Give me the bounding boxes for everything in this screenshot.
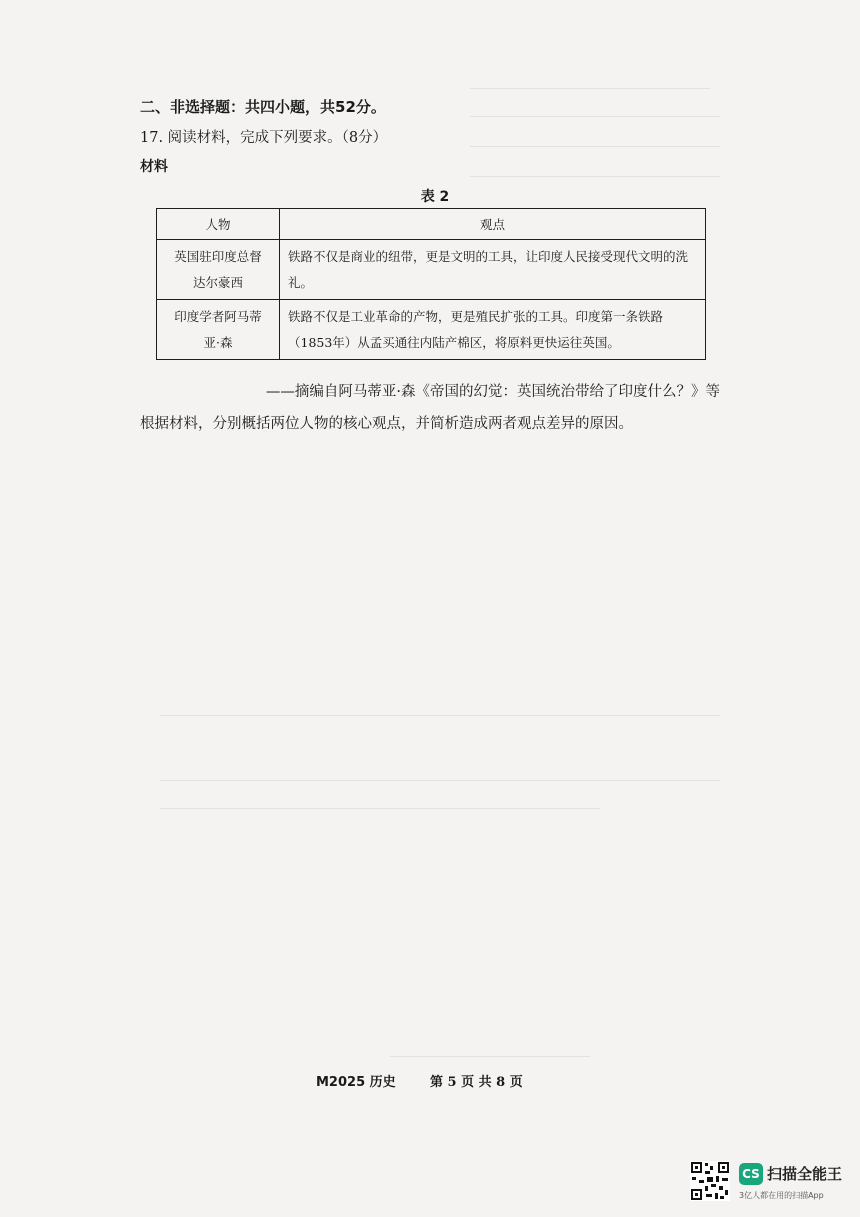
bleed-through-line [470,176,720,177]
bleed-through-line [390,1056,590,1057]
bleed-through-line [470,146,720,147]
material-label: 材料 [140,159,168,175]
task-instruction: 根据材料，分别概括两位人物的核心观点，并简析造成两者观点差异的原因。 [140,416,633,432]
footer-page-number: 第 5 页 共 8 页 [430,1075,523,1090]
source-citation: ——摘编自阿马蒂亚·森《帝国的幻觉：英国统治带给了印度什么？》等 [265,384,720,400]
viewpoint-cell: 铁路不仅是工业革命的产物，更是殖民扩张的工具。印度第一条铁路（1853年）从孟买通往内陆产棉区，将原料更快运往英国。 [280,300,706,360]
qr-code-icon [690,1161,730,1201]
footer-exam-code: M2025 历史 [316,1075,396,1090]
section-heading: 二、非选择题：共四小题，共52分。 [140,98,386,116]
table-row [157,240,706,300]
table-header-row [157,209,706,240]
table-row [157,300,706,360]
person-name-line: 印度学者阿马蒂 [174,308,262,324]
watermark-tagline: 3亿人都在用的扫描App [739,1191,824,1200]
header-person: 人物 [157,209,280,240]
table-caption: 表 2 [420,189,450,205]
person-cell [157,240,280,300]
question-text: 阅读材料，完成下列要求。（8分） [167,130,388,146]
person-cell [157,300,280,360]
person-name-line: 达尔豪西 [192,274,243,290]
bleed-through-line [470,88,710,89]
person-name-line: 亚·森 [203,334,233,350]
bleed-through-line [160,715,720,716]
header-viewpoint: 观点 [280,209,706,240]
bleed-through-line [470,116,720,117]
person-name-line: 英国驻印度总督 [174,248,262,264]
bleed-through-line [160,808,600,809]
bleed-through-line [160,780,720,781]
watermark-app-name: 扫描全能王 [767,1165,843,1183]
viewpoints-table [156,208,706,360]
viewpoint-cell: 铁路不仅是商业的纽带，更是文明的工具，让印度人民接受现代文明的洗礼。 [280,240,706,300]
camscanner-logo-icon: CS [739,1163,763,1185]
question-number: 17. [140,130,164,146]
question-17-prompt [140,126,387,147]
